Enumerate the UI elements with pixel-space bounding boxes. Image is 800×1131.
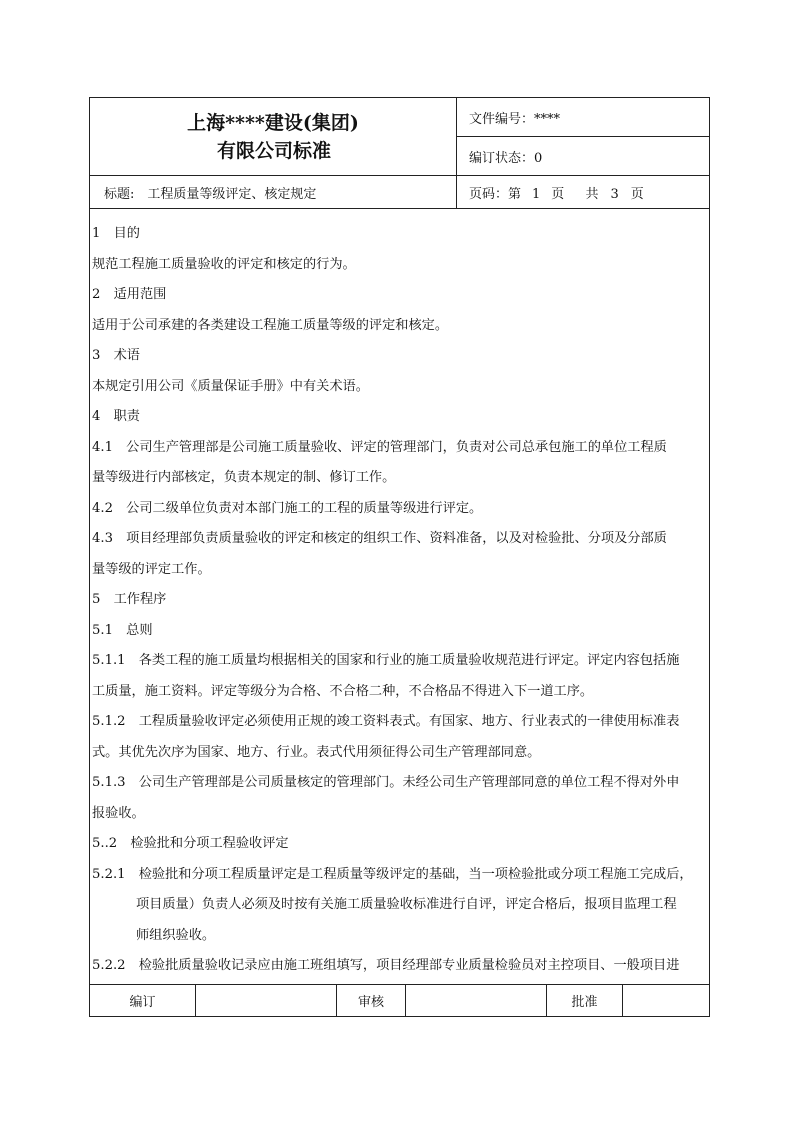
section-title: 5 工作程序 — [92, 592, 167, 607]
revision-status: 编订状态：0 — [457, 137, 710, 176]
paragraph: 4.1 公司生产管理部是公司施工质量验收、评定的管理部门，负责对公司总承包施工的单位工程质 — [92, 439, 667, 455]
page-unit: 页 — [551, 186, 565, 202]
section-title: 4 职责 — [92, 409, 140, 424]
page-current: 1 — [532, 186, 541, 202]
paragraph: 工质量，施工资料。评定等级分为合格、不合格二种，不合格品不得进入下一道工序。 — [92, 683, 594, 699]
paragraph: 5.1.1 各类工程的施工质量均根据相关的国家和行业的施工质量验收规范进行评定。评定内容包括施 — [92, 653, 680, 668]
page-label: 页码：第 — [469, 186, 522, 202]
paragraph: 规范工程施工质量验收的评定和核定的行为。 — [92, 256, 356, 272]
page-total: 3 — [610, 186, 619, 202]
paragraph: 报验收。 — [92, 805, 145, 821]
review-label: 审核 — [337, 985, 406, 1017]
paragraph: 4.3 项目经理部负责质量验收的评定和核定的组织工作、资料准备，以及对检验批、分项及分部质 — [92, 531, 667, 546]
subsection-title: 5..2 检验批和分项工程验收评定 — [92, 836, 289, 851]
paragraph: 5.1.3 公司生产管理部是公司质量核定的管理部门。未经公司生产管理部同意的单位工程不得对外申 — [92, 775, 680, 790]
paragraph: 4.2 公司二级单位负责对本部门施工的工程的质量等级进行评定。 — [92, 500, 483, 516]
doc-number: 文件编号：**** — [457, 98, 710, 137]
subsection-title: 5.1 总则 — [92, 622, 153, 638]
paragraph: 式。其优先次序为国家、地方、行业。表式代用须征得公司生产管理部同意。 — [92, 744, 541, 760]
paragraph: 适用于公司承建的各类建设工程施工质量等级的评定和核定。 — [92, 317, 449, 333]
paragraph: 量等级的评定工作。 — [92, 561, 211, 577]
section-title: 3 术语 — [92, 348, 140, 363]
paragraph: 项目质量）负责人必须及时按有关施工质量验收标准进行自评，评定合格后，报项目监理工程 — [136, 897, 677, 912]
paragraph: 5.2.2 检验批质量验收记录应由施工班组填写，项目经理部专业质量检验员对主控项目、一般项目进 — [92, 958, 680, 973]
company-name — [90, 98, 457, 176]
page-info — [457, 176, 710, 209]
edit-value — [196, 985, 337, 1017]
approve-label: 批准 — [547, 985, 623, 1017]
company-line1: 上海****建设(集团) — [187, 111, 359, 134]
review-value — [406, 985, 547, 1017]
doc-title: 标题: 工程质量等级评定、核定规定 — [90, 176, 457, 209]
page-unit2: 页 — [630, 186, 644, 202]
document-body — [89, 209, 710, 984]
paragraph: 5.2.1 检验批和分项工程质量评定是工程质量等级评定的基础，当一项检验批或分项工程施工完成后， — [92, 866, 693, 882]
paragraph: 5.1.2 工程质量验收评定必须使用正规的竣工资料表式。有国家、地方、行业表式的一律使用标准表 — [92, 714, 680, 729]
company-line2: 有限公司标准 — [216, 139, 331, 162]
page-total-label: 共 — [585, 186, 599, 202]
edit-label: 编订 — [90, 985, 196, 1017]
section-title: 1 目的 — [92, 226, 140, 241]
paragraph: 量等级进行内部核定，负责本规定的制、修订工作。 — [92, 470, 396, 485]
approve-value — [623, 985, 710, 1017]
document — [89, 97, 710, 1017]
paragraph: 本规定引用公司《质量保证手册》中有关术语。 — [92, 378, 369, 394]
paragraph: 师组织验收。 — [136, 927, 216, 943]
paragraph — [90, 982, 709, 985]
document-header — [89, 97, 710, 209]
section-title: 2 适用范围 — [92, 287, 167, 302]
signature-row — [89, 984, 710, 1017]
